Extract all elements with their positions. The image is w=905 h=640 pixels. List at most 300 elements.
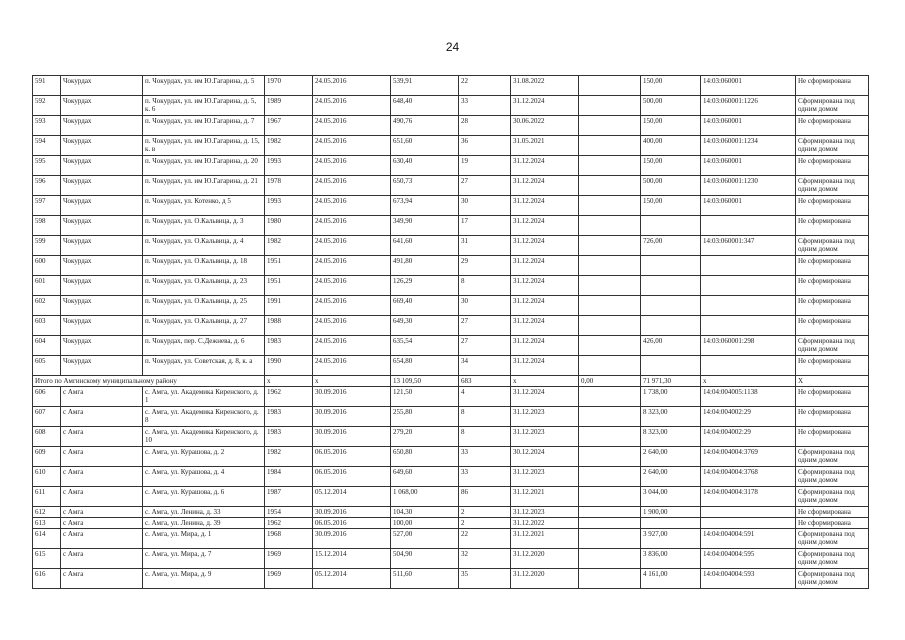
cell-col-9	[579, 276, 641, 296]
cell-build-year: 1980	[265, 216, 313, 236]
cell-deadline: 31.12.2023	[511, 467, 579, 487]
cell-residents: 8	[459, 407, 511, 427]
cell-area: 279,20	[391, 427, 459, 447]
cell-area: 539,91	[391, 76, 459, 96]
total-cell: х	[265, 376, 313, 387]
cell-build-year: 1951	[265, 256, 313, 276]
cell-residents: 27	[459, 336, 511, 356]
cell-residents: 31	[459, 236, 511, 256]
cell-settlement: с Амга	[61, 507, 143, 518]
cell-row-number: 602	[33, 296, 61, 316]
cell-land-status: Сформирована под одним домом	[796, 529, 869, 549]
table-row	[33, 256, 869, 276]
cell-area: 349,90	[391, 216, 459, 236]
cell-col-9	[579, 236, 641, 256]
table-row	[33, 196, 869, 216]
cell-address: п. Чокурдах, ул. им Ю.Гагарина, д. 20	[143, 156, 265, 176]
cell-area: 490,76	[391, 116, 459, 136]
cell-land-area: 400,00	[641, 136, 701, 156]
cell-col-9	[579, 116, 641, 136]
cell-land-status: Не сформирована	[796, 276, 869, 296]
cell-residents: 2	[459, 507, 511, 518]
cell-settlement: Чокурдах	[61, 96, 143, 116]
cell-area: 255,80	[391, 407, 459, 427]
cell-cadastral-number: 14:03:060001	[701, 196, 796, 216]
table-row	[33, 316, 869, 336]
cell-land-status: Сформирована под одним домом	[796, 447, 869, 467]
cell-row-number: 593	[33, 116, 61, 136]
cell-survey-date: 06.05.2016	[313, 518, 391, 529]
cell-col-9	[579, 356, 641, 376]
cell-settlement: Чокурдах	[61, 236, 143, 256]
cell-survey-date: 30.09.2016	[313, 507, 391, 518]
cell-settlement: Чокурдах	[61, 76, 143, 96]
cell-address: с. Амга, ул. Ленина, д. 33	[143, 507, 265, 518]
cell-residents: 22	[459, 76, 511, 96]
cell-row-number: 595	[33, 156, 61, 176]
cell-cadastral-number	[701, 507, 796, 518]
table-row	[33, 447, 869, 467]
cell-land-area	[641, 316, 701, 336]
cell-survey-date: 24.05.2016	[313, 116, 391, 136]
cell-land-area: 4 161,00	[641, 569, 701, 589]
cell-address: п. Чокурдах, пер. С.Дежнева, д. 6	[143, 336, 265, 356]
cell-row-number: 600	[33, 256, 61, 276]
cell-land-area	[641, 356, 701, 376]
cell-deadline: 31.12.2021	[511, 529, 579, 549]
cell-address: п. Чокурдах, ул. О.Кальвица, д. 25	[143, 296, 265, 316]
cell-area: 669,40	[391, 296, 459, 316]
cell-deadline: 31.12.2024	[511, 256, 579, 276]
cell-deadline: 31.12.2024	[511, 276, 579, 296]
cell-row-number: 598	[33, 216, 61, 236]
cell-land-status: Не сформирована	[796, 356, 869, 376]
cell-area: 648,40	[391, 96, 459, 116]
table-row	[33, 467, 869, 487]
cell-deadline: 31.12.2020	[511, 549, 579, 569]
cell-land-status: Не сформирована	[796, 507, 869, 518]
cell-area: 650,73	[391, 176, 459, 196]
cell-build-year: 1962	[265, 387, 313, 407]
cell-residents: 33	[459, 467, 511, 487]
total-cell: Х	[796, 376, 869, 387]
cell-land-area: 3 044,00	[641, 487, 701, 507]
cell-address: с. Амга, ул. Академика Киренского, д. 8	[143, 407, 265, 427]
cell-land-status: Сформирована под одним домом	[796, 176, 869, 196]
cell-survey-date: 05.12.2014	[313, 569, 391, 589]
cell-col-9	[579, 407, 641, 427]
cell-build-year: 1988	[265, 316, 313, 336]
cell-survey-date: 24.05.2016	[313, 276, 391, 296]
cell-row-number: 612	[33, 507, 61, 518]
cell-cadastral-number: 14:04:004002:29	[701, 427, 796, 447]
table-row	[33, 336, 869, 356]
cell-survey-date: 15.12.2014	[313, 549, 391, 569]
cell-land-area: 2 640,00	[641, 447, 701, 467]
total-cell: 683	[459, 376, 511, 387]
cell-row-number: 605	[33, 356, 61, 376]
cell-row-number: 591	[33, 76, 61, 96]
cell-survey-date: 24.05.2016	[313, 96, 391, 116]
cell-area: 100,00	[391, 518, 459, 529]
cell-deadline: 31.12.2024	[511, 196, 579, 216]
cell-cadastral-number: 14:03:060001:298	[701, 336, 796, 356]
cell-deadline: 31.12.2024	[511, 236, 579, 256]
cell-residents: 28	[459, 116, 511, 136]
cell-row-number: 596	[33, 176, 61, 196]
table-row	[33, 407, 869, 427]
cell-land-status: Не сформирована	[796, 518, 869, 529]
cell-settlement: Чокурдах	[61, 296, 143, 316]
cell-row-number: 607	[33, 407, 61, 427]
cell-row-number: 610	[33, 467, 61, 487]
table-row	[33, 116, 869, 136]
cell-survey-date: 24.05.2016	[313, 176, 391, 196]
cell-cadastral-number	[701, 518, 796, 529]
cell-col-9	[579, 518, 641, 529]
cell-area: 649,30	[391, 316, 459, 336]
cell-cadastral-number: 14:04:004002:29	[701, 407, 796, 427]
cell-row-number: 604	[33, 336, 61, 356]
cell-residents: 8	[459, 427, 511, 447]
cell-deadline: 31.12.2023	[511, 407, 579, 427]
cell-deadline: 31.12.2024	[511, 336, 579, 356]
cell-row-number: 597	[33, 196, 61, 216]
cell-col-9	[579, 196, 641, 216]
cell-row-number: 606	[33, 387, 61, 407]
cell-survey-date: 24.05.2016	[313, 256, 391, 276]
cell-row-number: 613	[33, 518, 61, 529]
cell-land-area	[641, 276, 701, 296]
table-row	[33, 216, 869, 236]
cell-land-status: Не сформирована	[796, 427, 869, 447]
cell-residents: 8	[459, 276, 511, 296]
cell-land-area: 150,00	[641, 116, 701, 136]
cell-land-status: Не сформирована	[796, 387, 869, 407]
cell-residents: 27	[459, 316, 511, 336]
cell-settlement: с Амга	[61, 407, 143, 427]
cell-address: п. Чокурдах, ул. О.Кальвица, д. 23	[143, 276, 265, 296]
cell-land-area: 1 900,00	[641, 507, 701, 518]
cell-row-number: 614	[33, 529, 61, 549]
cell-col-9	[579, 96, 641, 116]
cell-survey-date: 24.05.2016	[313, 356, 391, 376]
cell-land-status: Не сформирована	[796, 296, 869, 316]
cell-land-status: Не сформирована	[796, 196, 869, 216]
cell-address: с. Амга, ул. Мира, д. 1	[143, 529, 265, 549]
cell-row-number: 592	[33, 96, 61, 116]
table-row	[33, 296, 869, 316]
cell-col-9	[579, 529, 641, 549]
cell-cadastral-number: 14:04:004004:595	[701, 549, 796, 569]
cell-area: 104,30	[391, 507, 459, 518]
cell-land-area: 426,00	[641, 336, 701, 356]
cell-settlement: Чокурдах	[61, 316, 143, 336]
table-row	[33, 487, 869, 507]
cell-deadline: 31.12.2024	[511, 216, 579, 236]
cell-area: 630,40	[391, 156, 459, 176]
cell-settlement: Чокурдах	[61, 136, 143, 156]
cell-settlement: с Амга	[61, 427, 143, 447]
total-cell: х	[511, 376, 579, 387]
table-row	[33, 549, 869, 569]
cell-land-status: Не сформирована	[796, 156, 869, 176]
cell-deadline: 31.12.2024	[511, 356, 579, 376]
cell-settlement: Чокурдах	[61, 176, 143, 196]
cell-cadastral-number: 14:03:060001	[701, 116, 796, 136]
cell-deadline: 31.12.2021	[511, 487, 579, 507]
cell-cadastral-number: 14:03:060001:1234	[701, 136, 796, 156]
cell-cadastral-number: 14:03:060001:347	[701, 236, 796, 256]
cell-settlement: Чокурдах	[61, 356, 143, 376]
cell-residents: 36	[459, 136, 511, 156]
total-label: Итого по Амгинскому муниципальному району	[33, 376, 265, 387]
cell-land-area: 3 836,00	[641, 549, 701, 569]
cell-deadline: 31.05.2021	[511, 136, 579, 156]
cell-land-area: 3 927,00	[641, 529, 701, 549]
cell-residents: 33	[459, 447, 511, 467]
cell-build-year: 1969	[265, 569, 313, 589]
cell-address: п. Чокурдах, ул. Советская, д. 8, к. а	[143, 356, 265, 376]
table-row	[33, 176, 869, 196]
cell-survey-date: 30.09.2016	[313, 407, 391, 427]
cell-build-year: 1982	[265, 447, 313, 467]
cell-settlement: с Амга	[61, 467, 143, 487]
cell-settlement: с Амга	[61, 569, 143, 589]
cell-settlement: с Амга	[61, 387, 143, 407]
cell-address: п. Чокурдах, ул. им Ю.Гагарина, д. 5, к. 6	[143, 96, 265, 116]
cell-area: 635,54	[391, 336, 459, 356]
cell-land-area: 150,00	[641, 76, 701, 96]
cell-col-9	[579, 569, 641, 589]
cell-residents: 19	[459, 156, 511, 176]
cell-residents: 17	[459, 216, 511, 236]
table-row	[33, 427, 869, 447]
cell-area: 511,60	[391, 569, 459, 589]
cell-address: с. Амга, ул. Ленина, д. 39	[143, 518, 265, 529]
table-row	[33, 156, 869, 176]
cell-area: 654,80	[391, 356, 459, 376]
cell-cadastral-number: 14:03:060001	[701, 156, 796, 176]
cell-build-year: 1954	[265, 507, 313, 518]
cell-deadline: 31.12.2023	[511, 427, 579, 447]
table-body	[33, 76, 869, 589]
cell-deadline: 31.08.2022	[511, 76, 579, 96]
total-cell: 0,00	[579, 376, 641, 387]
cell-address: п. Чокурдах, ул. им Ю.Гагарина, д. 15, к. в	[143, 136, 265, 156]
cell-col-9	[579, 216, 641, 236]
cell-build-year: 1969	[265, 549, 313, 569]
cell-row-number: 594	[33, 136, 61, 156]
cell-area: 126,29	[391, 276, 459, 296]
cell-cadastral-number: 14:04:004004:3769	[701, 447, 796, 467]
cell-address: п. Чокурдах, ул. им Ю.Гагарина, д. 5	[143, 76, 265, 96]
cell-col-9	[579, 336, 641, 356]
cell-residents: 2	[459, 518, 511, 529]
page-number: 24	[445, 40, 460, 54]
cell-deadline: 31.12.2024	[511, 316, 579, 336]
cell-residents: 33	[459, 96, 511, 116]
cell-build-year: 1983	[265, 427, 313, 447]
cell-land-area	[641, 216, 701, 236]
cell-col-9	[579, 316, 641, 336]
cell-land-area: 150,00	[641, 196, 701, 216]
cell-col-9	[579, 549, 641, 569]
cell-build-year: 1982	[265, 136, 313, 156]
cell-area: 527,00	[391, 529, 459, 549]
cell-deadline: 31.12.2024	[511, 387, 579, 407]
cell-settlement: Чокурдах	[61, 196, 143, 216]
cell-row-number: 611	[33, 487, 61, 507]
cell-survey-date: 24.05.2016	[313, 216, 391, 236]
cell-survey-date: 24.05.2016	[313, 336, 391, 356]
total-cell: 71 971,30	[641, 376, 701, 387]
cell-area: 121,50	[391, 387, 459, 407]
cell-cadastral-number: 14:03:060001:1230	[701, 176, 796, 196]
cell-land-status: Сформирована под одним домом	[796, 467, 869, 487]
cell-land-status: Сформирована под одним домом	[796, 569, 869, 589]
cell-build-year: 1993	[265, 196, 313, 216]
cell-address: с. Амга, ул. Академика Киренского, д. 10	[143, 427, 265, 447]
cell-survey-date: 24.05.2016	[313, 136, 391, 156]
cell-col-9	[579, 176, 641, 196]
cell-build-year: 1989	[265, 96, 313, 116]
cell-cadastral-number: 14:04:004004:591	[701, 529, 796, 549]
cell-land-status: Сформирована под одним домом	[796, 487, 869, 507]
cell-land-area: 2 640,00	[641, 467, 701, 487]
table-row	[33, 529, 869, 549]
cell-survey-date: 24.05.2016	[313, 156, 391, 176]
table-row	[33, 96, 869, 116]
cell-land-status: Не сформирована	[796, 407, 869, 427]
cell-residents: 30	[459, 296, 511, 316]
cell-address: п. Чокурдах, ул. О.Кальвица, д. 4	[143, 236, 265, 256]
cell-row-number: 616	[33, 569, 61, 589]
cell-residents: 35	[459, 569, 511, 589]
cell-survey-date: 30.09.2016	[313, 427, 391, 447]
cell-address: с. Амга, ул. Курашова, д. 6	[143, 487, 265, 507]
cell-land-area: 500,00	[641, 96, 701, 116]
table-row	[33, 136, 869, 156]
cell-land-status: Не сформирована	[796, 116, 869, 136]
cell-deadline: 31.12.2022	[511, 518, 579, 529]
cell-col-9	[579, 427, 641, 447]
table-row	[33, 236, 869, 256]
cell-build-year: 1984	[265, 467, 313, 487]
cell-residents: 32	[459, 549, 511, 569]
cell-area: 649,60	[391, 467, 459, 487]
cell-cadastral-number	[701, 276, 796, 296]
cell-survey-date: 24.05.2016	[313, 316, 391, 336]
total-cell: х	[313, 376, 391, 387]
cell-survey-date: 06.05.2016	[313, 447, 391, 467]
cell-deadline: 31.12.2024	[511, 96, 579, 116]
cell-cadastral-number	[701, 296, 796, 316]
total-cell: х	[701, 376, 796, 387]
cell-col-9	[579, 387, 641, 407]
cell-survey-date: 24.05.2016	[313, 296, 391, 316]
cell-build-year: 1991	[265, 296, 313, 316]
cell-settlement: с Амга	[61, 529, 143, 549]
cell-address: п. Чокурдах, ул. им Ю.Гагарина, д. 21	[143, 176, 265, 196]
cell-col-9	[579, 156, 641, 176]
cell-residents: 22	[459, 529, 511, 549]
cell-residents: 27	[459, 176, 511, 196]
cell-area: 504,90	[391, 549, 459, 569]
cell-land-status: Не сформирована	[796, 216, 869, 236]
table-row	[33, 518, 869, 529]
cell-cadastral-number: 14:04:004005:1138	[701, 387, 796, 407]
cell-row-number: 599	[33, 236, 61, 256]
cell-survey-date: 05.12.2014	[313, 487, 391, 507]
cell-build-year: 1962	[265, 518, 313, 529]
cell-cadastral-number: 14:04:004004:593	[701, 569, 796, 589]
cell-survey-date: 24.05.2016	[313, 196, 391, 216]
cell-land-area	[641, 256, 701, 276]
cell-address: п. Чокурдах, ул. О.Кальвица, д. 27	[143, 316, 265, 336]
cell-land-status: Сформирована под одним домом	[796, 236, 869, 256]
cell-address: с. Амга, ул. Мира, д. 9	[143, 569, 265, 589]
cell-land-area: 1 738,00	[641, 387, 701, 407]
cell-address: с. Амга, ул. Академика Киренского, д. 1	[143, 387, 265, 407]
cell-row-number: 615	[33, 549, 61, 569]
cell-land-area: 726,00	[641, 236, 701, 256]
cell-cadastral-number	[701, 356, 796, 376]
cell-land-status: Не сформирована	[796, 316, 869, 336]
cell-deadline: 30.12.2024	[511, 447, 579, 467]
cell-survey-date: 24.05.2016	[313, 76, 391, 96]
cell-area: 1 068,00	[391, 487, 459, 507]
cell-col-9	[579, 467, 641, 487]
cell-settlement: с Амга	[61, 487, 143, 507]
table-row	[33, 569, 869, 589]
cell-survey-date: 30.09.2016	[313, 387, 391, 407]
cell-col-9	[579, 487, 641, 507]
cell-residents: 86	[459, 487, 511, 507]
cell-col-9	[579, 296, 641, 316]
cell-land-area: 8 323,00	[641, 427, 701, 447]
cell-address: п. Чокурдах, ул. О.Кальвица, д. 3	[143, 216, 265, 236]
cell-residents: 4	[459, 387, 511, 407]
cell-deadline: 31.12.2020	[511, 569, 579, 589]
table-row	[33, 76, 869, 96]
cell-settlement: Чокурдах	[61, 276, 143, 296]
table-row	[33, 356, 869, 376]
cell-land-status: Не сформирована	[796, 76, 869, 96]
housing-registry-table	[32, 75, 869, 589]
cell-address: п. Чокурдах, ул. им Ю.Гагарина, д. 7	[143, 116, 265, 136]
cell-settlement: Чокурдах	[61, 116, 143, 136]
cell-build-year: 1970	[265, 76, 313, 96]
cell-survey-date: 30.09.2016	[313, 529, 391, 549]
cell-survey-date: 24.05.2016	[313, 236, 391, 256]
cell-cadastral-number: 14:03:060001	[701, 76, 796, 96]
cell-settlement: Чокурдах	[61, 156, 143, 176]
total-cell: 13 109,50	[391, 376, 459, 387]
cell-build-year: 1982	[265, 236, 313, 256]
cell-land-area: 8 323,00	[641, 407, 701, 427]
cell-col-9	[579, 507, 641, 518]
cell-deadline: 30.06.2022	[511, 116, 579, 136]
cell-area: 651,60	[391, 136, 459, 156]
cell-deadline: 31.12.2023	[511, 507, 579, 518]
cell-row-number: 609	[33, 447, 61, 467]
cell-build-year: 1990	[265, 356, 313, 376]
cell-build-year: 1993	[265, 156, 313, 176]
table-row	[33, 507, 869, 518]
cell-land-status: Сформирована под одним домом	[796, 336, 869, 356]
cell-deadline: 31.12.2024	[511, 296, 579, 316]
